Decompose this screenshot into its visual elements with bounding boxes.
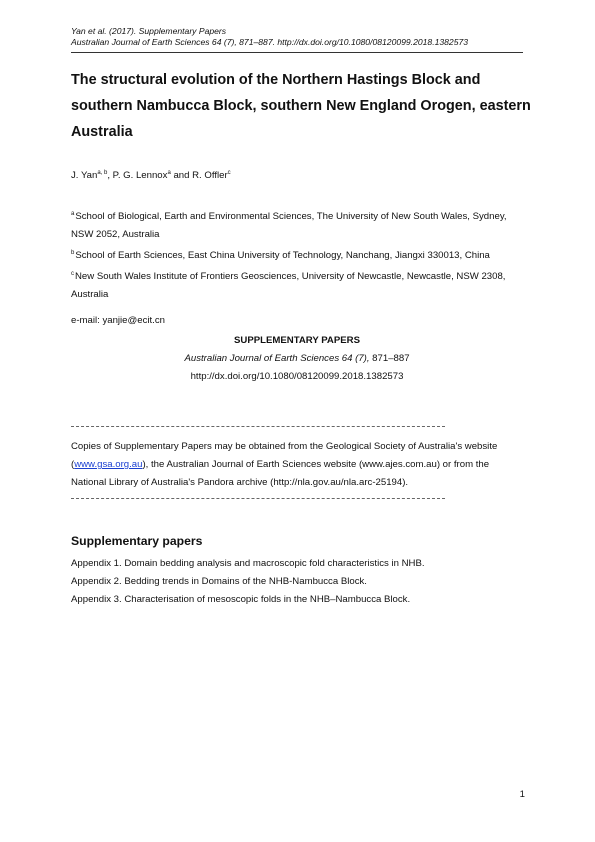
appendix-item: Appendix 3. Characterisation of mesoscopic folds in the NHB–Nambucca Block. xyxy=(71,594,411,605)
copies-text-part1: Copies of Supplementary Papers may be obtained from the Geological Society of Australia's website ( xyxy=(71,441,498,470)
supplementary-journal: Australian Journal of Earth Sciences 64 (7), xyxy=(184,353,370,364)
affiliation-b-sup: b xyxy=(71,250,75,256)
supplementary-block xyxy=(71,332,523,386)
author-separator: , xyxy=(107,170,113,181)
author-yan: J. Yan xyxy=(71,170,98,181)
supplementary-doi: http://dx.doi.org/10.1080/08120099.2018.1382573 xyxy=(190,371,404,382)
author-yan-sup: a, b xyxy=(97,170,108,176)
affiliation-c-text: New South Wales Institute of Frontiers Geosciences, University of Newcastle, Newcastle, NSW 2308, Australia xyxy=(71,271,506,300)
page-number: 1 xyxy=(519,789,525,800)
author-offler-sup: c xyxy=(227,170,231,176)
affiliation-a-text: School of Biological, Earth and Environmental Sciences, The University of New South Wales, Sydney, NSW 2052, Australia xyxy=(71,211,507,240)
affiliation-c xyxy=(71,265,526,304)
supplementary-pages: 871–887 xyxy=(369,353,410,364)
author-lennox-sup: a xyxy=(167,170,171,176)
affiliation-b xyxy=(71,244,526,265)
supplementary-papers-heading: Supplementary papers xyxy=(71,534,203,548)
affiliation-a-sup: a xyxy=(71,211,75,217)
author-separator: and xyxy=(170,170,193,181)
appendix-list xyxy=(71,555,425,609)
supplementary-citation xyxy=(71,350,523,368)
header-citation: Yan et al. (2017). Supplementary Papers xyxy=(71,26,227,36)
affiliation-a xyxy=(71,205,526,244)
appendix-item: Appendix 2. Bedding trends in Domains of the NHB-Nambucca Block. xyxy=(71,576,367,587)
affiliation-c-sup: c xyxy=(71,271,74,277)
copies-notice xyxy=(71,438,526,492)
affiliation-b-text: School of Earth Sciences, East China University of Technology, Nanchang, Jiangxi 330013, China xyxy=(75,250,490,261)
running-header xyxy=(71,26,523,48)
contact-email: e-mail: yanjie@ecit.cn xyxy=(71,315,165,326)
gsa-website-link[interactable]: www.gsa.org.au xyxy=(74,459,143,470)
appendix-item: Appendix 1. Domain bedding analysis and macroscopic fold characteristics in NHB. xyxy=(71,558,425,569)
affiliations xyxy=(71,205,526,304)
author-lennox: P. G. Lennox xyxy=(112,170,168,181)
dashed-rule-bottom xyxy=(71,498,445,499)
paper-title: The structural evolution of the Northern Hastings Block and southern Nambucca Block, southern New England Orogen, eastern Australia xyxy=(71,72,531,140)
header-journal-doi: Australian Journal of Earth Sciences 64 (7), 871–887. http://dx.doi.org/10.1080/08120099.2018.1382573 xyxy=(71,37,469,47)
author-line xyxy=(71,170,231,181)
dashed-rule-top xyxy=(71,426,445,427)
header-rule xyxy=(71,52,523,53)
supplementary-heading: SUPPLEMENTARY PAPERS xyxy=(234,335,360,346)
author-offler: R. Offler xyxy=(192,170,228,181)
copies-text-part2: ), the Australian Journal of Earth Sciences website (www.ajes.com.au) or from the National Library of Australia's Pandora archive (http://nla.gov.au/nla.arc-25194). xyxy=(71,459,490,488)
